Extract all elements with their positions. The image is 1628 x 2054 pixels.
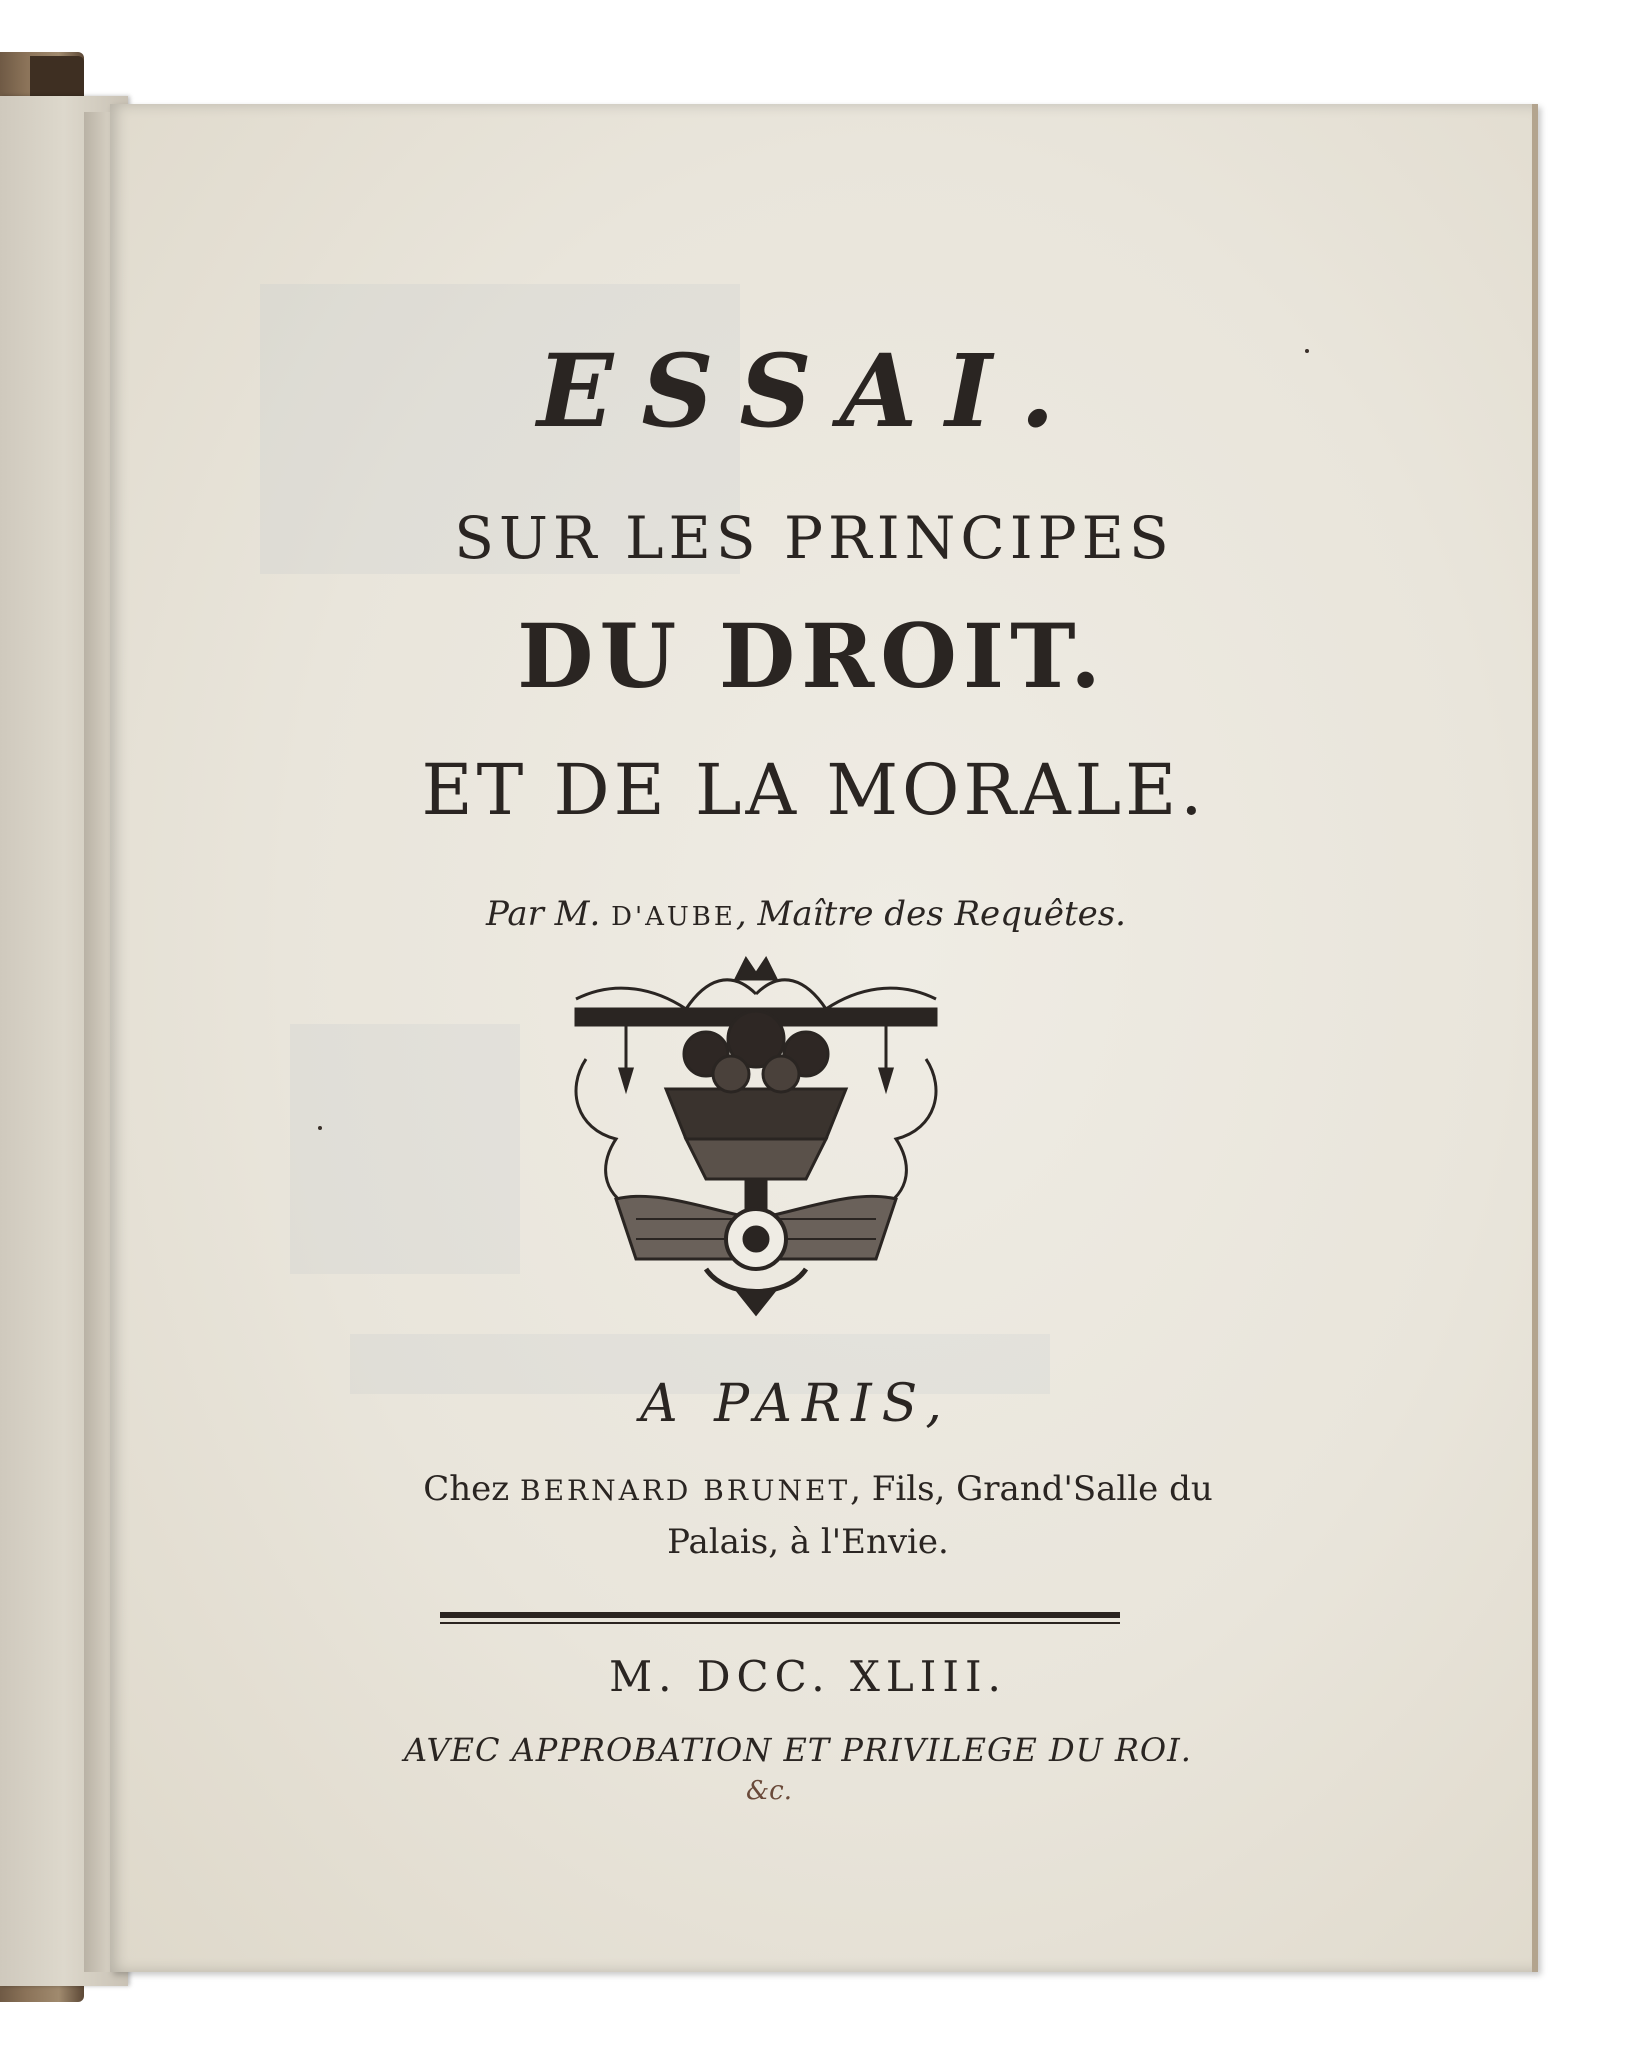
title-essai: ESSAI.	[537, 332, 1083, 450]
title-page	[110, 104, 1538, 1972]
floral-basket-vignette-icon	[556, 939, 956, 1319]
author-name: D'AUBE	[611, 902, 736, 932]
page-edge	[1532, 104, 1538, 1972]
author-line	[92, 894, 1520, 934]
imprint-place: A PARIS,	[640, 1374, 952, 1434]
publisher-line-2: Palais, à l'Envie.	[667, 1522, 949, 1562]
privilege-line: AVEC APPROBATION ET PRIVILEGE DU ROI.	[404, 1731, 1192, 1769]
page-speck	[318, 1126, 322, 1130]
publisher-prefix: Chez	[423, 1469, 520, 1509]
book-spine-cap	[30, 56, 84, 96]
signature-mark: &c.	[746, 1776, 792, 1806]
title-subtitle: SUR LES PRINCIPES	[454, 504, 1174, 572]
author-suffix: , Maître des Requêtes.	[735, 894, 1126, 934]
page-speck	[1305, 349, 1309, 353]
publisher-suffix: , Fils, Grand'Salle du	[850, 1469, 1213, 1509]
publisher-line-1	[104, 1469, 1532, 1509]
rule-thin	[440, 1622, 1120, 1624]
publisher-name: BERNARD BRUNET	[520, 1474, 851, 1507]
author-prefix: Par M.	[486, 894, 612, 934]
imprint-date: M. DCC. XLIII.	[609, 1652, 1007, 1701]
rule-thick	[440, 1612, 1120, 1618]
show-through-block	[290, 1024, 520, 1274]
title-main-droit: DU DROIT.	[517, 604, 1107, 708]
double-rule-divider	[440, 1612, 1120, 1624]
title-morale: ET DE LA MORALE.	[421, 749, 1207, 831]
